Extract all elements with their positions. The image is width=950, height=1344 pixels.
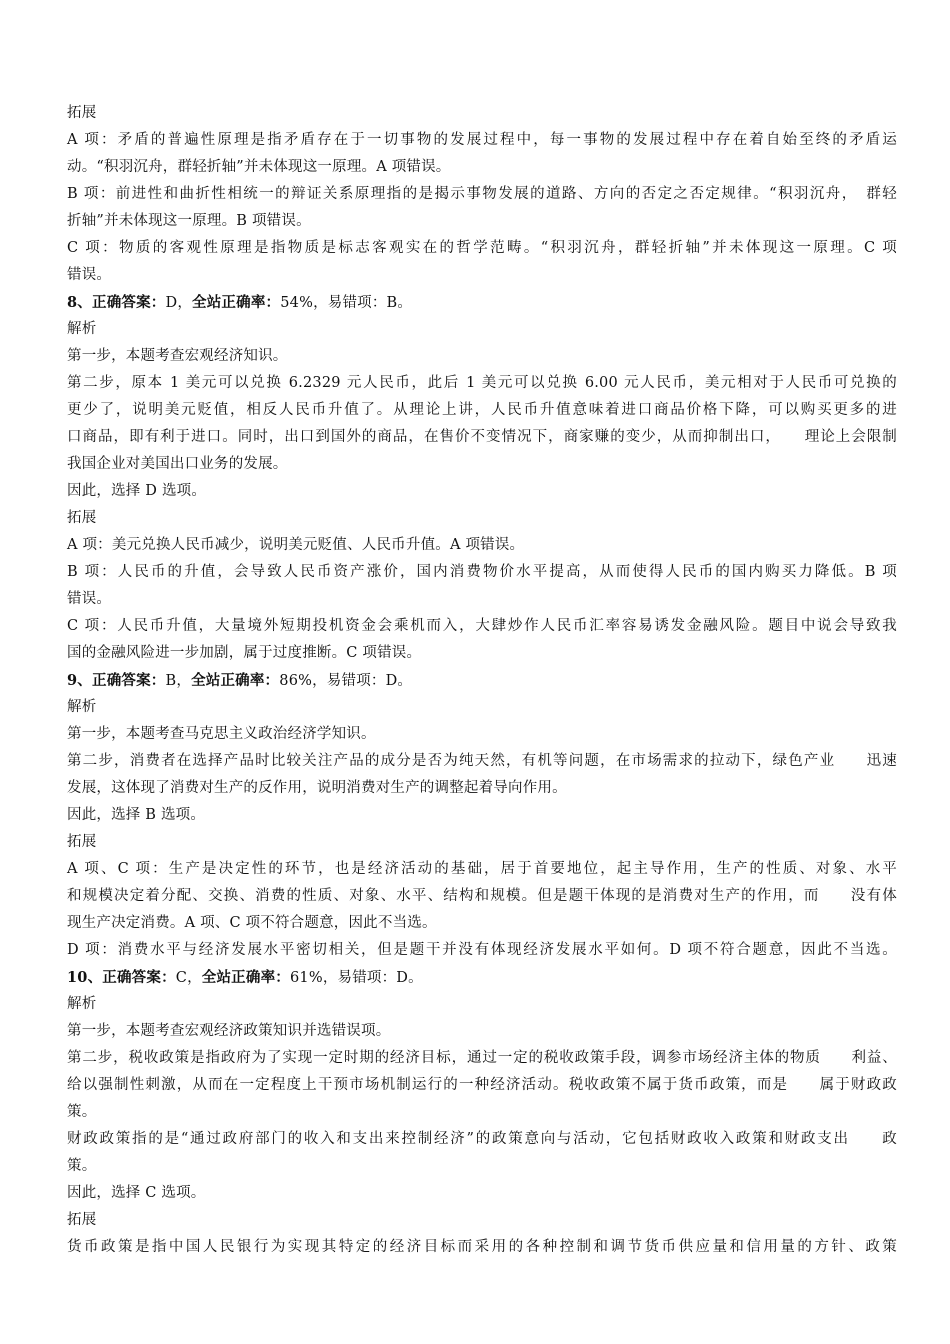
section-heading-expand: 拓展 (67, 510, 97, 526)
paragraph-line: 更少了，说明美元贬值，相反人民币升值了。从理论上讲，人民币升值意味着进口商品价格下降，可以购买更多的进 (67, 402, 897, 418)
paragraph-line: A 项：矛盾的普遍性原理是指矛盾存在于一切事物的发展过程中，每一事物的发展过程中存在着自始至终的矛盾运 (67, 132, 897, 148)
paragraph-line: 口商品，即有利于进口。同时，出口到国外的商品，在售价不变情况下，商家赚的变少，从而抑制出口， 理论上会限制 (67, 429, 897, 445)
answer-label: 10、正确答案： (67, 969, 176, 986)
answer-header-q9 (67, 667, 897, 694)
paragraph-line: 第一步，本题考查宏观经济政策知识并选错误项。 (67, 1023, 391, 1039)
answer-header-q10 (67, 964, 897, 991)
paragraph-line: 因此，选择 D 选项。 (67, 483, 207, 499)
paragraph-line: 第一步，本题考查马克思主义政治经济学知识。 (67, 726, 376, 742)
paragraph-line: 我国企业对美国出口业务的发展。 (67, 456, 288, 472)
answer-value: D， (165, 295, 193, 311)
section-heading-analysis: 解析 (67, 321, 97, 337)
paragraph-line: 错误。 (67, 591, 112, 607)
paragraph-line: B 项：人民币的升值，会导致人民币资产涨价，国内消费物价水平提高，从而使得人民币的国内购买力降低。B 项 (67, 564, 897, 580)
paragraph-line: 国的金融风险进一步加剧，属于过度推断。C 项错误。 (67, 645, 422, 661)
section-heading-expand: 拓展 (67, 1212, 97, 1228)
accuracy-value: 61%，易错项：D。 (289, 970, 423, 986)
paragraph-line: 财政政策指的是“通过政府部门的收入和支出来控制经济”的政策意向与活动，它包括财政收入政策和财政支出 政 (67, 1131, 897, 1147)
accuracy-label: 全站正确率： (201, 969, 290, 986)
accuracy-label: 全站正确率： (192, 294, 281, 311)
paragraph-line: B 项：前进性和曲折性相统一的辩证关系原理指的是揭示事物发展的道路、方向的否定之否定规律。“积羽沉舟， 群轻 (67, 186, 897, 202)
section-heading-expand: 拓展 (67, 834, 97, 850)
paragraph-line: 货币政策是指中国人民银行为实现其特定的经济目标而采用的各种控制和调节货币供应量和信用量的方针、政策 (67, 1239, 897, 1255)
paragraph-line: 第二步，税收政策是指政府为了实现一定时期的经济目标，通过一定的税收政策手段，调参市场经济主体的物质 利益、 (67, 1050, 897, 1066)
answer-label: 8、正确答案： (67, 294, 166, 311)
paragraph-line: 动。“积羽沉舟，群轻折轴”并未体现这一原理。A 项错误。 (67, 159, 451, 175)
paragraph-line: 因此，选择 C 选项。 (67, 1185, 206, 1201)
paragraph-line: 发展，这体现了消费对生产的反作用，说明消费对生产的调整起着导向作用。 (67, 780, 567, 796)
paragraph-line: C 项：人民币升值，大量境外短期投机资金会乘机而入，大肆炒作人民币汇率容易诱发金融风险。题目中说会导致我 (67, 618, 897, 634)
answer-value: B， (165, 673, 192, 689)
paragraph-line: 给以强制性刺激，从而在一定程度上干预市场机制运行的一种经济活动。税收政策不属于货币政策，而是 属于财政政 (67, 1077, 897, 1093)
document-page (67, 100, 897, 1261)
accuracy-value: 54%，易错项：B。 (280, 295, 413, 311)
paragraph-line: 第二步，消费者在选择产品时比较关注产品的成分是否为纯天然，有机等问题，在市场需求的拉动下，绿色产业 迅速 (67, 753, 897, 769)
paragraph-line: 第二步，原本 1 美元可以兑换 6.2329 元人民币，此后 1 美元可以兑换 6.00 元人民币，美元相对于人民币可兑换的 (67, 375, 897, 391)
answer-header-q8 (67, 289, 897, 316)
accuracy-label: 全站正确率： (191, 672, 280, 689)
paragraph-line: 现生产决定消费。A 项、C 项不符合题意，因此不当选。 (67, 915, 437, 931)
answer-value: C， (175, 970, 202, 986)
paragraph-line: A 项、C 项：生产是决定性的环节，也是经济活动的基础，居于首要地位，起主导作用，生产的性质、对象、水平 (67, 861, 897, 877)
paragraph-line: 折轴”并未体现这一原理。B 项错误。 (67, 213, 311, 229)
paragraph-line: 第一步，本题考查宏观经济知识。 (67, 348, 288, 364)
paragraph-line: 错误。 (67, 267, 112, 283)
paragraph-line: 因此，选择 B 选项。 (67, 807, 206, 823)
paragraph-line: 策。 (67, 1158, 97, 1174)
paragraph-line: 策。 (67, 1104, 97, 1120)
answer-label: 9、正确答案： (67, 672, 166, 689)
accuracy-value: 86%，易错项：D。 (279, 673, 413, 689)
section-heading-analysis: 解析 (67, 996, 97, 1012)
section-heading-analysis: 解析 (67, 699, 97, 715)
section-heading-expand: 拓展 (67, 105, 97, 121)
paragraph-line: C 项：物质的客观性原理是指物质是标志客观实在的哲学范畴。“积羽沉舟，群轻折轴”并未体现这一原理。C 项 (67, 240, 897, 256)
paragraph-line: D 项：消费水平与经济发展水平密切相关，但是题干并没有体现经济发展水平如何。D 项不符合题意，因此不当选。 (67, 942, 897, 958)
paragraph-line: 和规模决定着分配、交换、消费的性质、对象、水平、结构和规模。但是题干体现的是消费对生产的作用，而 没有体 (67, 888, 897, 904)
paragraph-line: A 项：美元兑换人民币减少，说明美元贬值、人民币升值。A 项错误。 (67, 537, 525, 553)
